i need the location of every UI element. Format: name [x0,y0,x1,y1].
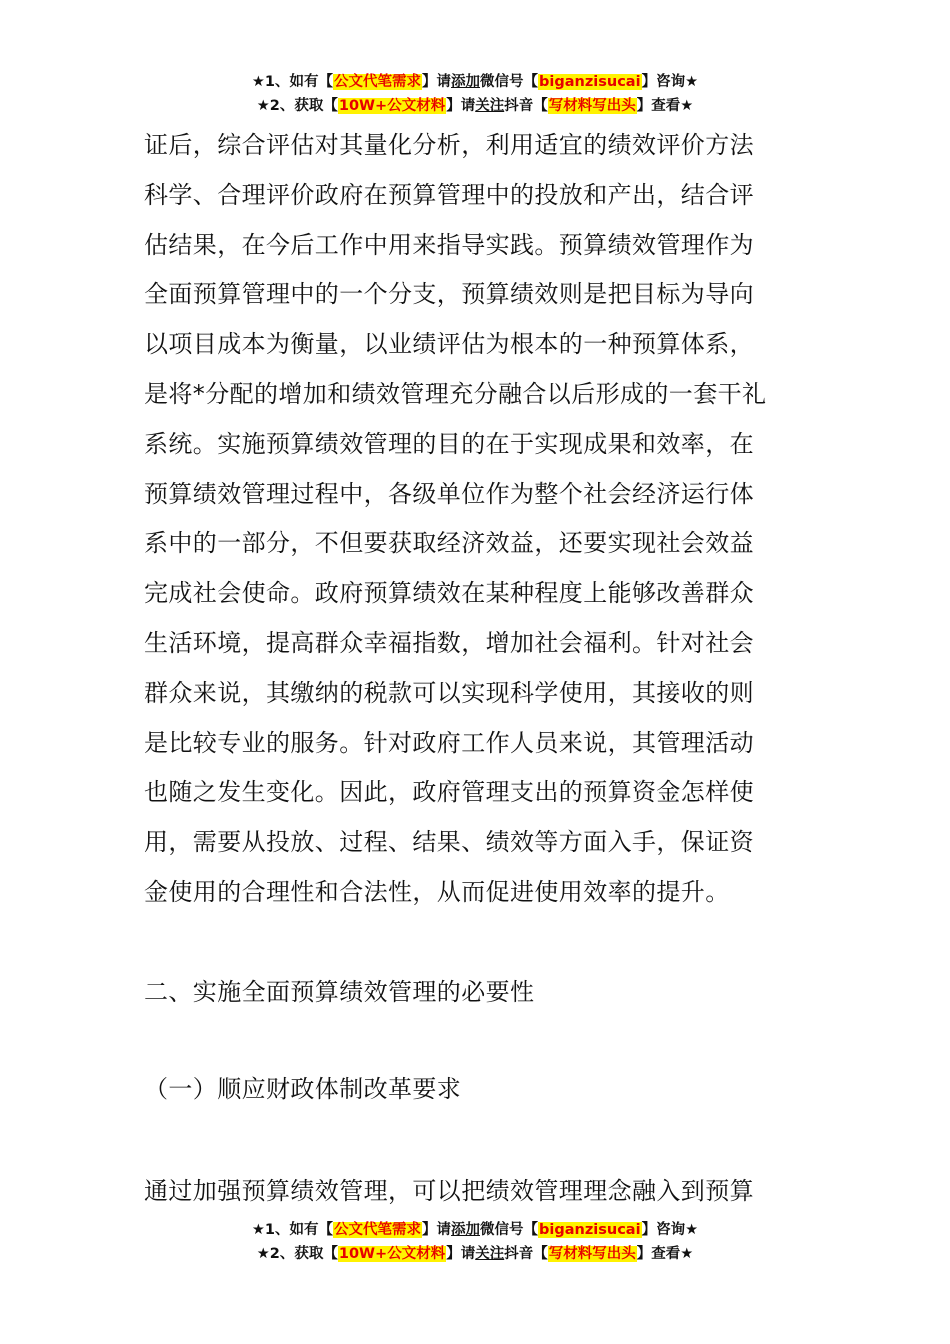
banner-text: 】查看★ [636,1246,694,1262]
banner-underline-add: 添加 [451,74,481,90]
footer-banner [0,1218,950,1266]
banner-text: 】查看★ [636,98,694,114]
paragraph-line: 系统。实施预算绩效管理的目的在于实现成果和效率，在 [144,429,754,458]
banner-highlight-wechat-id: biganzisucai [539,1222,641,1238]
paragraph-line: 系中的一部分，不但要获取经济效益，还要实现社会效益 [144,529,754,558]
paragraph-line: 全面预算管理中的一个分支，预算绩效则是把目标为导向 [144,280,754,309]
banner-line-2 [0,94,950,118]
banner-highlight-materials: 10W+公文材料 [338,1246,446,1262]
banner-text: 抖音【 [504,98,548,114]
banner-text: ★2、获取【 [256,98,338,114]
subsection-heading: （一）顺应财政体制改革要求 [144,1075,462,1103]
banner-underline-follow: 关注 [475,1246,505,1262]
banner-text: 】请 [446,98,476,114]
banner-text: ★2、获取【 [256,1246,338,1262]
banner-underline-follow: 关注 [475,98,505,114]
banner-highlight-materials: 10W+公文材料 [338,98,446,114]
paragraph-line: 金使用的合理性和合法性，从而促进使用效率的提升。 [144,877,730,906]
banner-highlight-douyin: 写材料写出头 [548,98,636,114]
paragraph-line: 科学、合理评价政府在预算管理中的投放和产出，结合评 [144,180,754,209]
banner-text: ★1、如有【 [251,1222,334,1238]
banner-highlight-service: 公文代笔需求 [334,74,422,90]
paragraph-line: 通过加强预算绩效管理，可以把绩效管理理念融入到预算 [144,1177,754,1205]
banner-text: 】咨询★ [641,1222,699,1238]
banner-line-1 [0,70,950,94]
paragraph-line: 以项目成本为衡量，以业绩评估为根本的一种预算体系， [144,330,754,359]
banner-highlight-douyin: 写材料写出头 [548,1246,636,1262]
banner-highlight-wechat-id: biganzisucai [539,74,641,90]
banner-highlight-service: 公文代笔需求 [334,1222,422,1238]
banner-text: 】咨询★ [641,74,699,90]
paragraph-line: 是将*分配的增加和绩效管理充分融合以后形成的一套干礼 [144,379,767,408]
paragraph-line: 也随之发生变化。因此，政府管理支出的预算资金怎样使 [144,778,754,807]
banner-text: 微信号【 [480,1222,539,1238]
banner-text: 】请 [446,1246,476,1262]
paragraph-line: 预算绩效管理过程中，各级单位作为整个社会经济运行体 [144,479,754,508]
banner-line-1 [0,1218,950,1242]
banner-underline-add: 添加 [451,1222,481,1238]
paragraph-line: 完成社会使命。政府预算绩效在某种程度上能够改善群众 [144,579,754,608]
body-paragraph-1 [144,121,816,918]
banner-text: 抖音【 [504,1246,548,1262]
header-banner [0,70,950,118]
paragraph-line: 生活环境，提高群众幸福指数，增加社会福利。针对社会 [144,628,754,657]
paragraph-line: 是比较专业的服务。针对政府工作人员来说，其管理活动 [144,728,754,757]
body-paragraph-2 [144,1167,816,1217]
paragraph-line: 群众来说，其缴纳的税款可以实现科学使用，其接收的则 [144,678,754,707]
paragraph-line: 证后，综合评估对其量化分析，利用适宜的绩效评价方法 [144,131,754,159]
banner-text: 】请 [422,74,452,90]
banner-text: ★1、如有【 [251,74,334,90]
paragraph-line: 用，需要从投放、过程、结果、绩效等方面入手，保证资 [144,828,754,857]
banner-text: 微信号【 [480,74,539,90]
section-heading: 二、实施全面预算绩效管理的必要性 [144,978,535,1006]
banner-text: 】请 [422,1222,452,1238]
banner-line-2 [0,1242,950,1266]
paragraph-line: 估结果，在今后工作中用来指导实践。预算绩效管理作为 [144,230,754,259]
